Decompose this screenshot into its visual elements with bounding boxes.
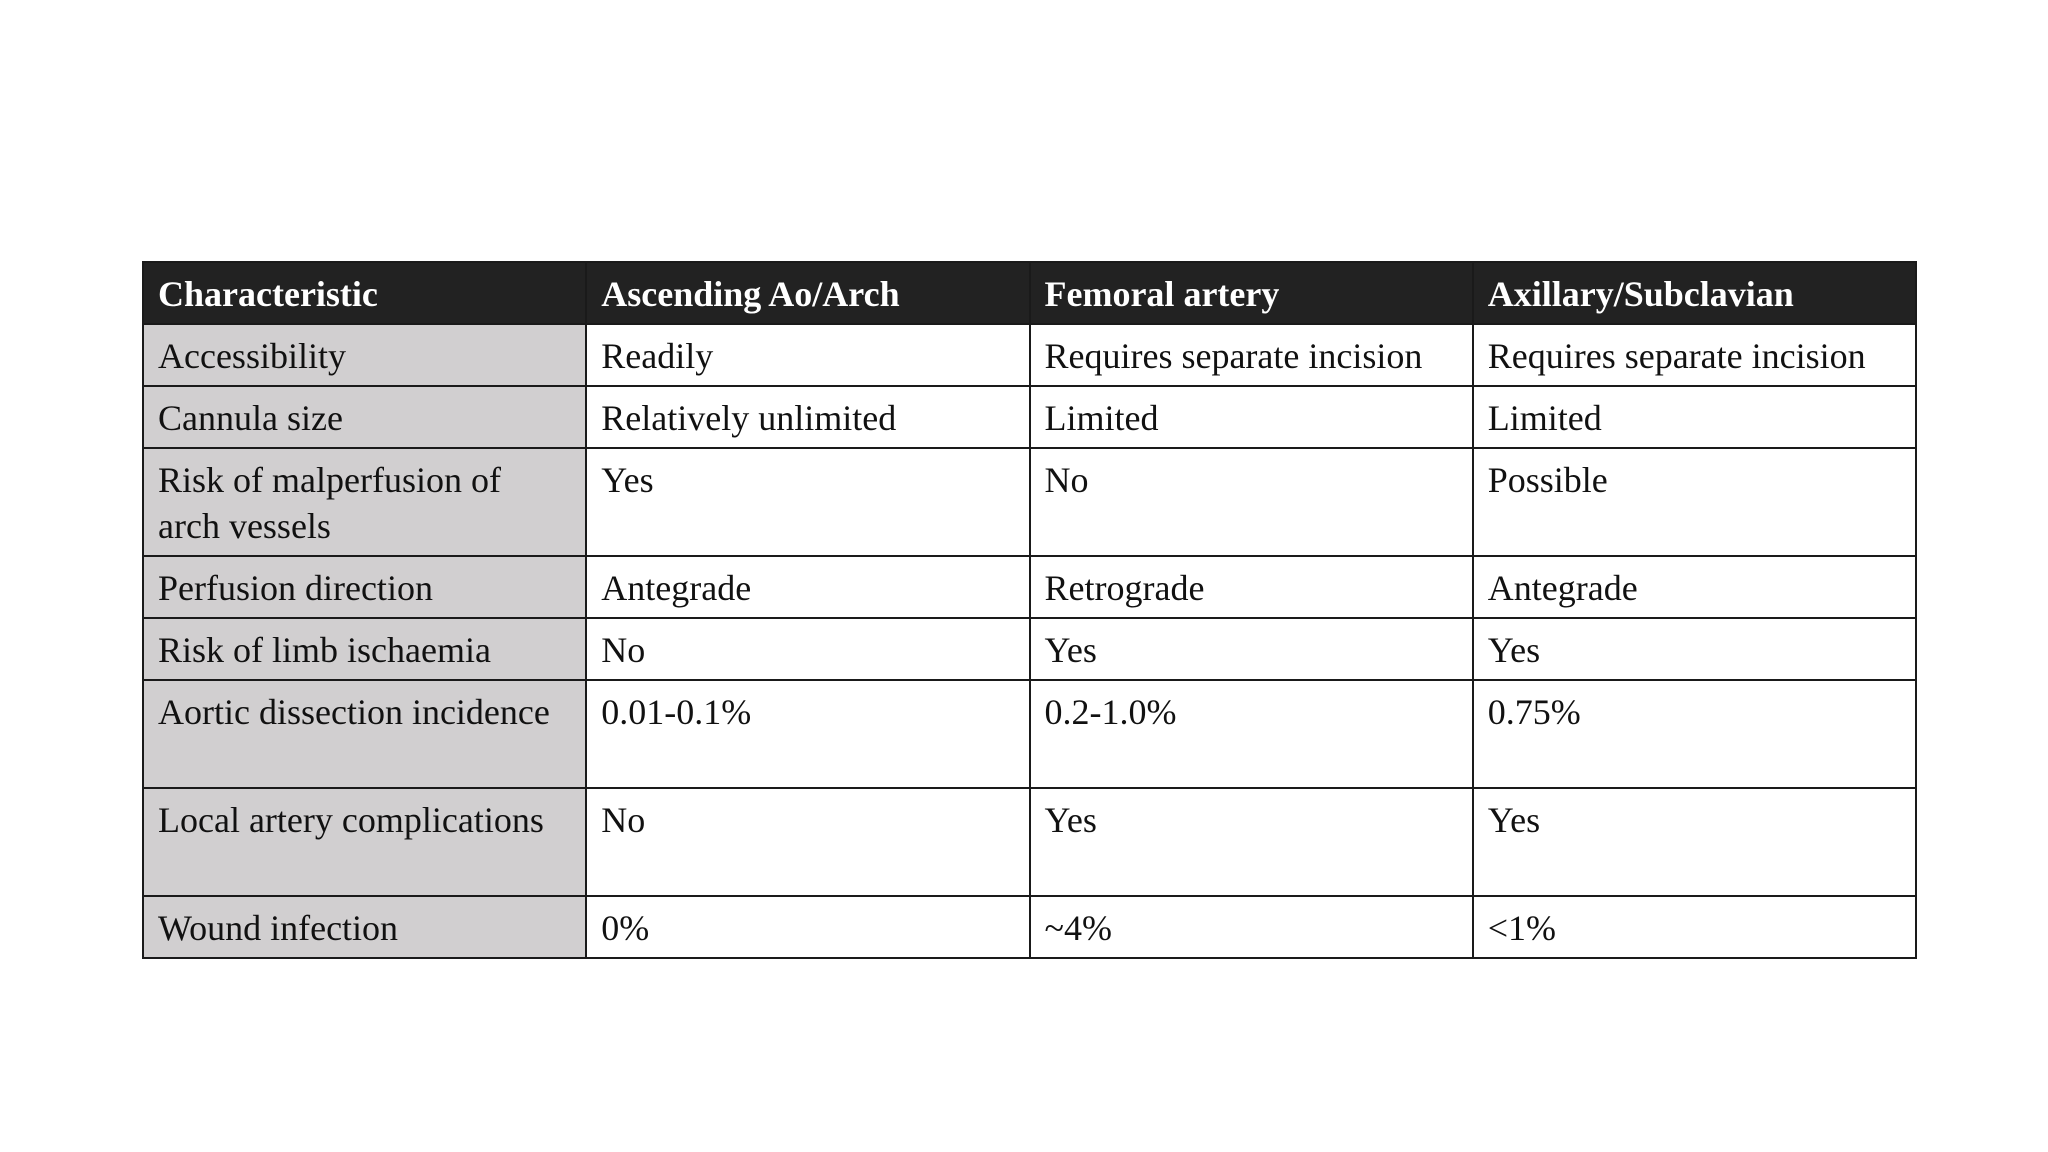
row-label: Aortic dissection incidence <box>143 680 586 788</box>
table-cell: <1% <box>1473 896 1916 958</box>
table-cell: Yes <box>586 448 1029 556</box>
table-cell: Relatively unlimited <box>586 386 1029 448</box>
table-row <box>143 896 1916 958</box>
header-cell-axillary-subclavian: Axillary/Subclavian <box>1473 262 1916 324</box>
table-cell: ~4% <box>1030 896 1473 958</box>
table-cell: No <box>1030 448 1473 556</box>
row-label: Accessibility <box>143 324 586 386</box>
table-cell: Requires separate incision <box>1030 324 1473 386</box>
table-cell: Limited <box>1030 386 1473 448</box>
table-cell: Antegrade <box>586 556 1029 618</box>
table-row <box>143 680 1916 788</box>
row-label: Cannula size <box>143 386 586 448</box>
table-cell: Yes <box>1473 618 1916 680</box>
table-cell: Yes <box>1030 618 1473 680</box>
table-cell: 0.75% <box>1473 680 1916 788</box>
table-cell: 0.2-1.0% <box>1030 680 1473 788</box>
table-cell: Readily <box>586 324 1029 386</box>
row-label: Perfusion direction <box>143 556 586 618</box>
header-cell-ascending-ao-arch: Ascending Ao/Arch <box>586 262 1029 324</box>
table-cell: Possible <box>1473 448 1916 556</box>
header-cell-characteristic: Characteristic <box>143 262 586 324</box>
table-cell: Yes <box>1030 788 1473 896</box>
table-cell: Retrograde <box>1030 556 1473 618</box>
header-row <box>143 262 1916 324</box>
row-label: Risk of limb ischaemia <box>143 618 586 680</box>
table-cell: Requires separate incision <box>1473 324 1916 386</box>
table-cell: No <box>586 788 1029 896</box>
table-row <box>143 556 1916 618</box>
table-row <box>143 618 1916 680</box>
table-cell: 0% <box>586 896 1029 958</box>
table-row <box>143 324 1916 386</box>
row-label: Wound infection <box>143 896 586 958</box>
row-label: Risk of malperfusion of arch vessels <box>143 448 586 556</box>
table-cell: Limited <box>1473 386 1916 448</box>
header-cell-femoral-artery: Femoral artery <box>1030 262 1473 324</box>
table-cell: No <box>586 618 1029 680</box>
table-cell: Yes <box>1473 788 1916 896</box>
table-cell: Antegrade <box>1473 556 1916 618</box>
table-row <box>143 386 1916 448</box>
comparison-table <box>142 261 1917 959</box>
table-cell: 0.01-0.1% <box>586 680 1029 788</box>
table-row <box>143 448 1916 556</box>
row-label: Local artery complications <box>143 788 586 896</box>
table-row <box>143 788 1916 896</box>
